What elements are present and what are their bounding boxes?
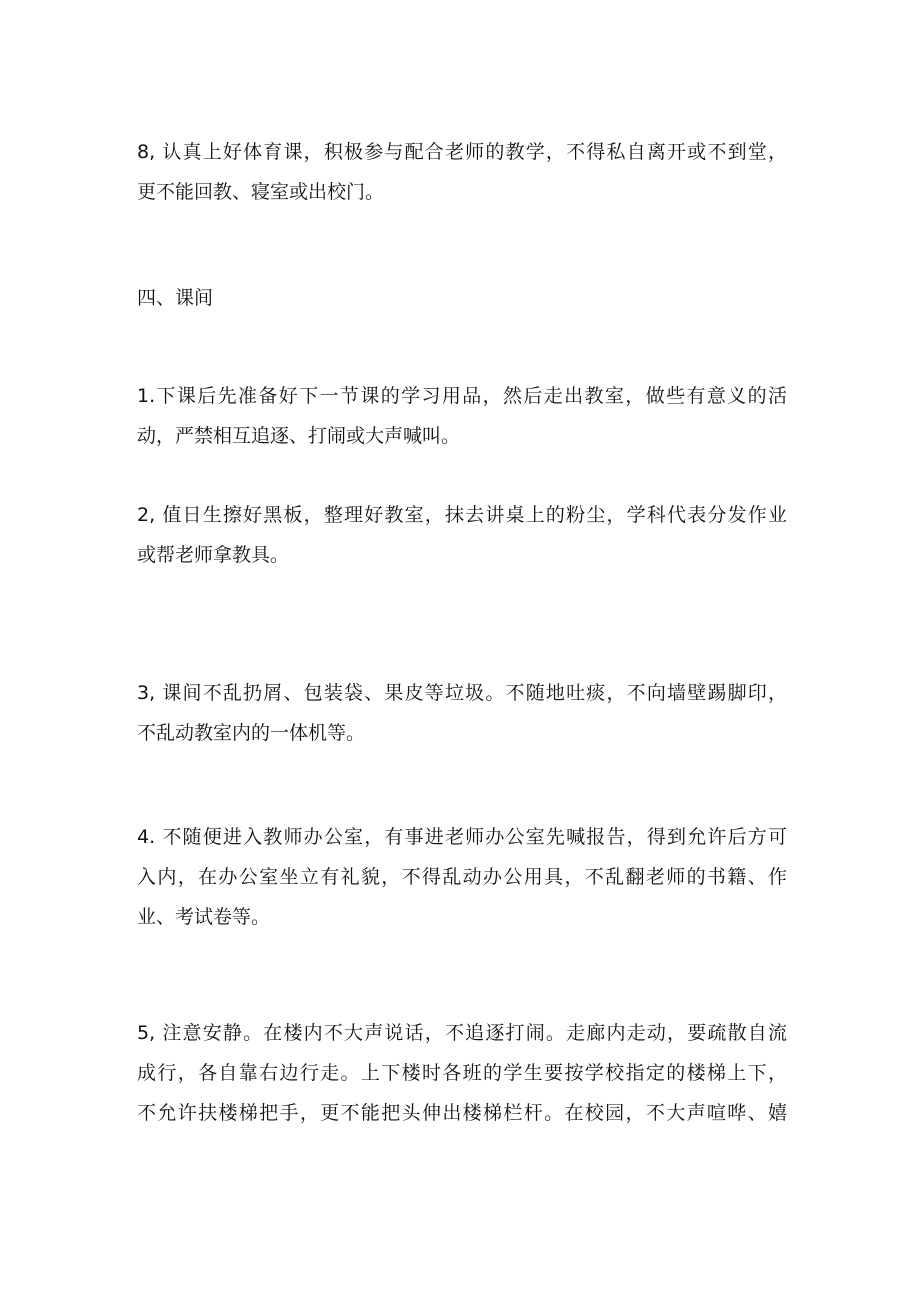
paragraph-line: 2, 值日生擦好黑板，整理好教室，抹去讲桌上的粉尘，学科代表分发作业 xyxy=(137,504,787,526)
paragraph-line: 动，严禁相互追逐、打闹或大声喊叫。 xyxy=(137,425,461,447)
paragraph-line: 8, 认真上好体育课，积极参与配合老师的教学，不得私自离开或不到堂， xyxy=(137,141,787,163)
rule-paragraph-8 xyxy=(137,132,787,212)
rule-paragraph-2 xyxy=(137,495,787,575)
section-heading-text: 四、课间 xyxy=(137,287,214,309)
rule-paragraph-5 xyxy=(137,1013,787,1133)
rule-paragraph-3 xyxy=(137,673,787,753)
paragraph-line: 5, 注意安静。在楼内不大声说话，不追逐打闹。走廊内走动，要疏散自流 xyxy=(137,1022,787,1044)
paragraph-line: 4. 不随便进入教师办公室，有事进老师办公室先喊报告，得到允许后方可 xyxy=(137,826,787,848)
paragraph-line: 业、考试卷等。 xyxy=(137,906,271,928)
section-heading xyxy=(137,278,787,318)
paragraph-line: 成行，各自靠右边行走。上下楼时各班的学生要按学校指定的楼梯上下， xyxy=(137,1062,787,1084)
paragraph-line: 更不能回教、寝室或出校门。 xyxy=(137,181,385,203)
paragraph-line: 3, 课间不乱扔屑、包装袋、果皮等垃圾。不随地吐痰，不向墙壁踢脚印， xyxy=(137,682,787,704)
paragraph-line: 不允许扶楼梯把手，更不能把头伸出楼梯栏杆。在校园，不大声喧哗、嬉 xyxy=(137,1102,787,1124)
paragraph-line: 入内，在办公室坐立有礼貌，不得乱动办公用具，不乱翻老师的书籍、作 xyxy=(137,866,787,888)
paragraph-line: 1.下课后先准备好下一节课的学习用品，然后走出教室，做些有意义的活 xyxy=(137,385,787,407)
paragraph-line: 不乱动教室内的一体机等。 xyxy=(137,722,366,744)
rule-paragraph-4 xyxy=(137,817,787,937)
paragraph-line: 或帮老师拿教具。 xyxy=(137,544,290,566)
rule-paragraph-1 xyxy=(137,376,787,456)
